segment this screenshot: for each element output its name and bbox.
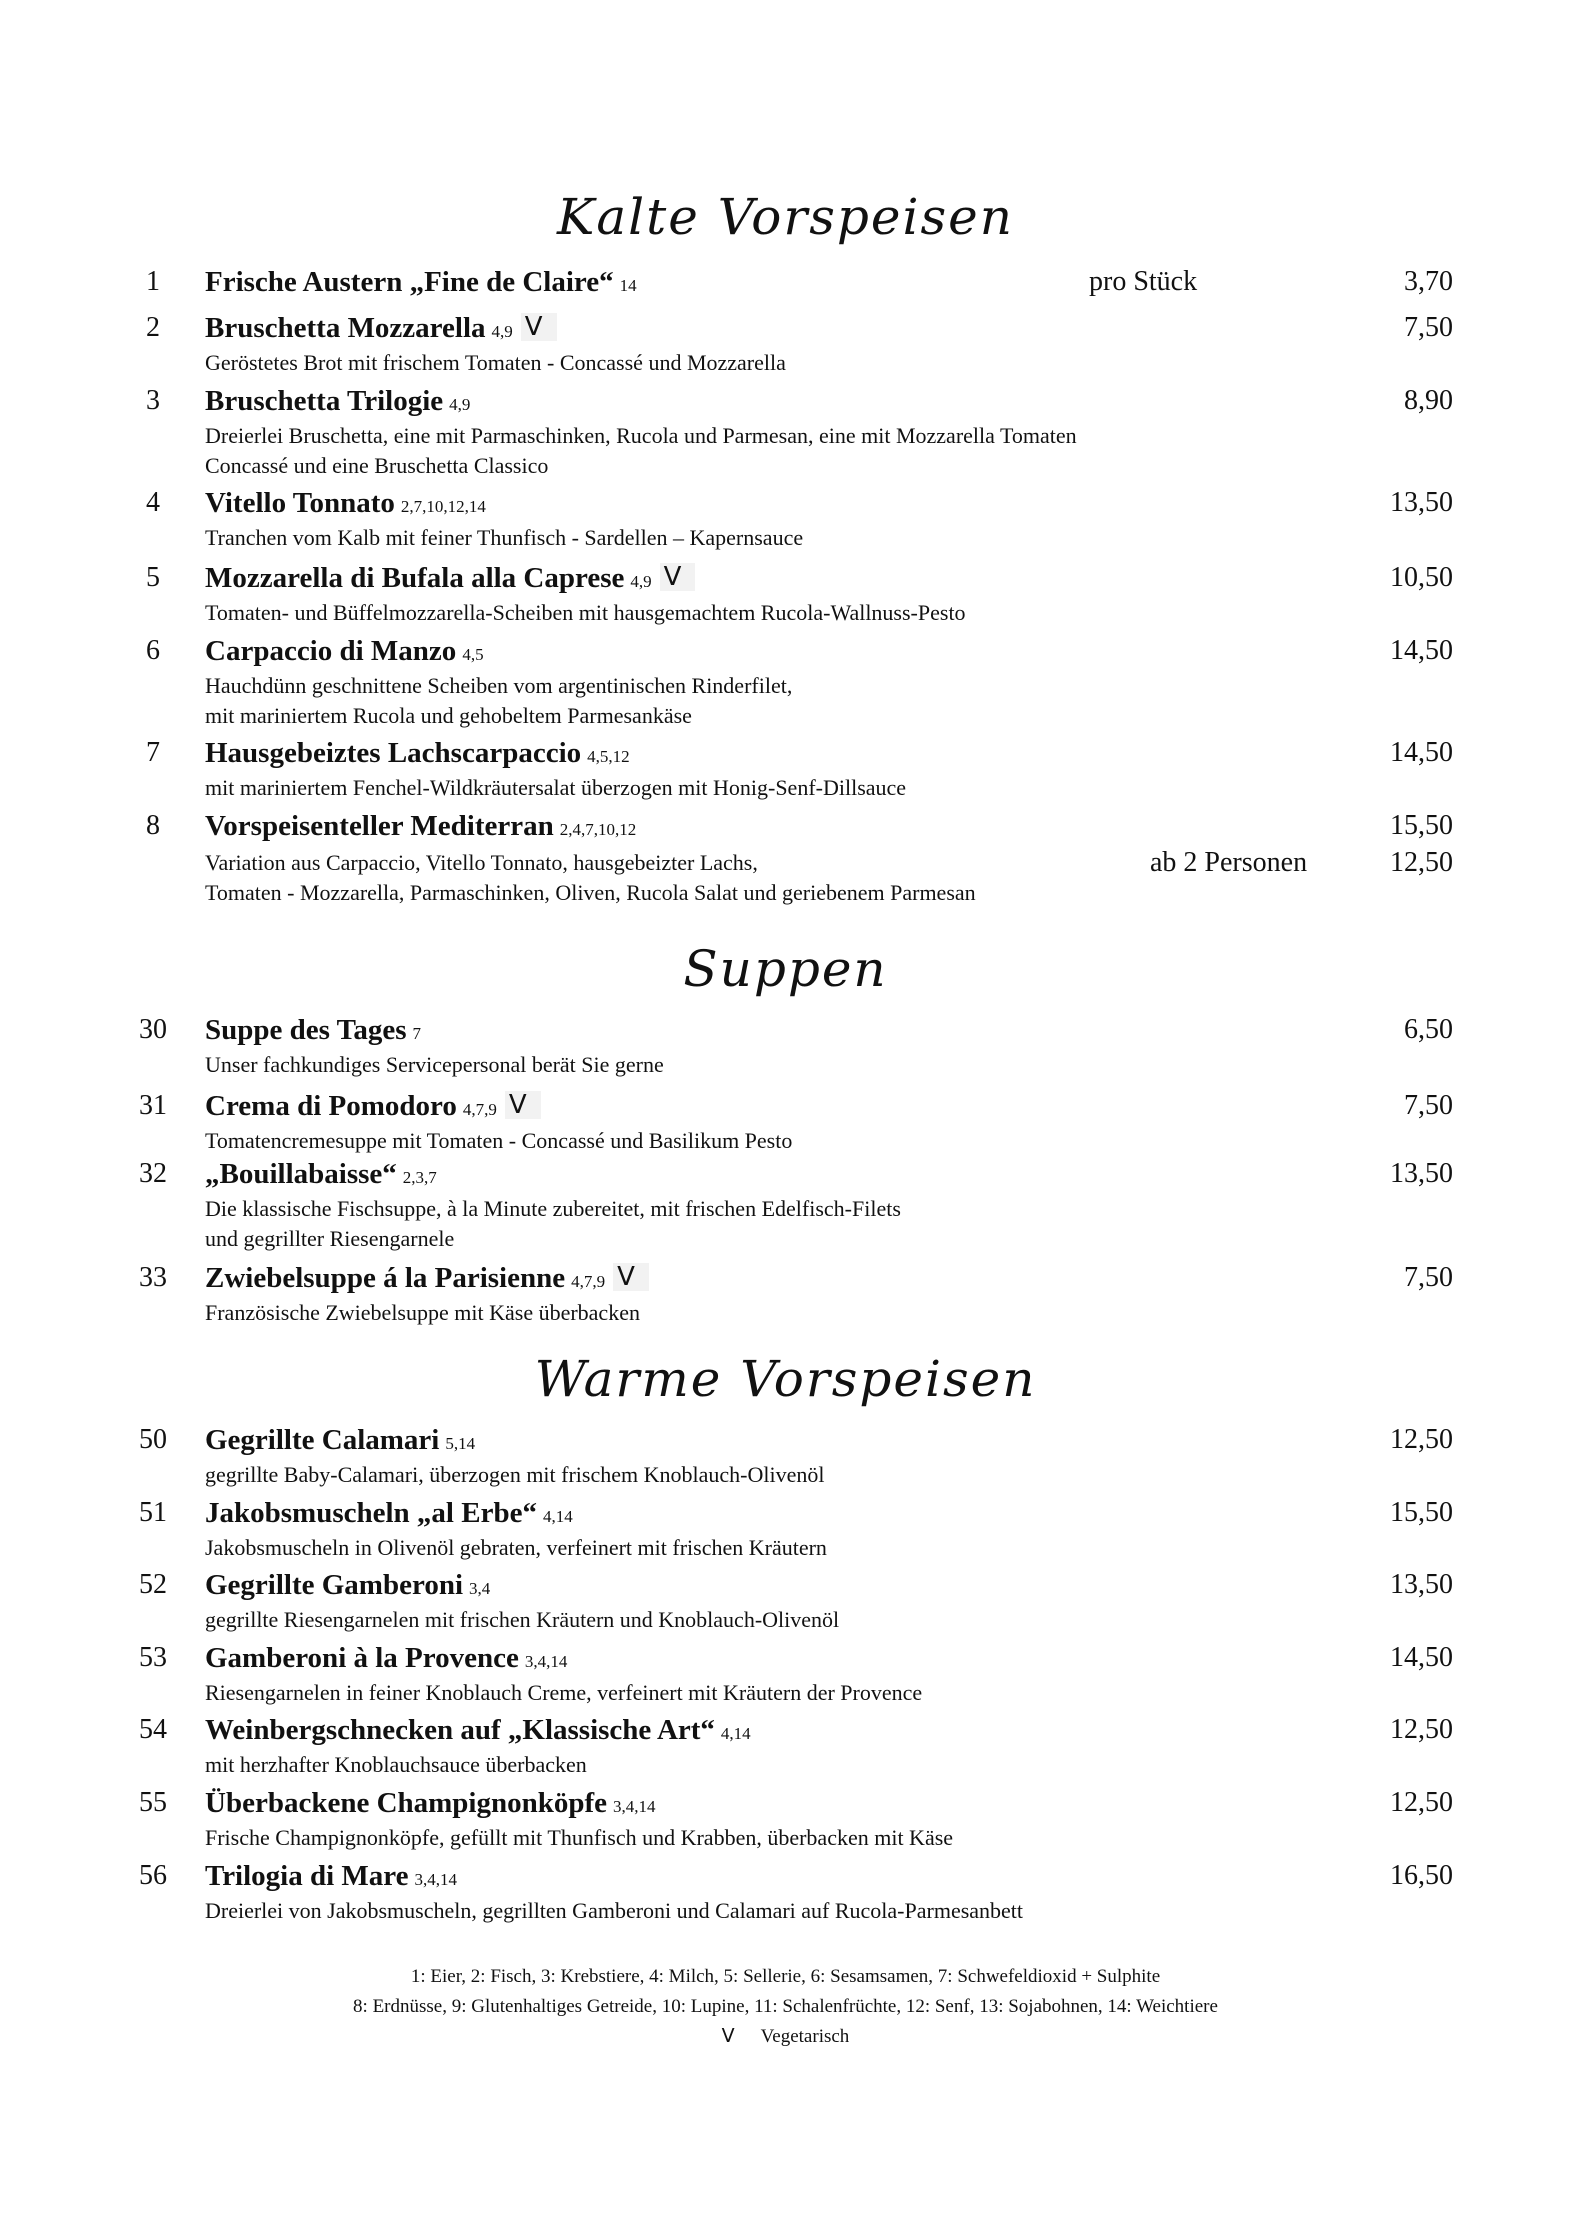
vegetarian-legend — [0, 2022, 1571, 2052]
item-price: 8,90 — [1404, 385, 1453, 416]
item-name — [205, 1262, 649, 1295]
item-description: Hauchdünn geschnittene Scheiben vom argentinischen Rinderfilet, mit mariniertem Rucola und gehobeltem Parmesankäse — [205, 673, 793, 728]
item-allergens: 4,9 — [491, 322, 513, 341]
item-allergens: 4,7,9 — [462, 1100, 497, 1119]
item-description: Tomatencremesuppe mit Tomaten - Concassé und Basilikum Pesto — [205, 1128, 793, 1153]
item-description: gegrillte Baby-Calamari, überzogen mit frischem Knoblauch-Olivenöl — [205, 1462, 825, 1487]
item-price: 7,50 — [1404, 1262, 1453, 1293]
item-name — [205, 635, 484, 668]
item-number: 32 — [139, 1158, 167, 1189]
vegetarian-icon: Ⅴ — [721, 2026, 735, 2047]
item-description: Tranchen vom Kalb mit feiner Thunfisch - Sardellen – Kapernsauce — [205, 525, 804, 550]
item-name — [205, 1860, 457, 1893]
item-price: 14,50 — [1390, 737, 1453, 768]
item-number: 54 — [139, 1714, 167, 1745]
item-title: Hausgebeiztes Lachscarpaccio — [205, 737, 582, 769]
item-name — [205, 1497, 573, 1530]
item-price: 15,50 — [1390, 810, 1453, 841]
item-title: Suppe des Tages — [205, 1014, 407, 1046]
item-unit-note: pro Stück — [1089, 266, 1198, 297]
section-title-warme: Warme Vorspeisen — [534, 1350, 1037, 1408]
item-allergens: 3,4 — [469, 1579, 491, 1598]
allergen-legend — [0, 1962, 1571, 2052]
item-number: 52 — [139, 1569, 167, 1600]
item-allergens: 4,5,12 — [587, 747, 630, 766]
item-price-alt: 12,50 — [1390, 847, 1453, 878]
item-price: 16,50 — [1390, 1860, 1453, 1891]
item-name — [205, 737, 630, 770]
allergen-legend-line-2: 8: Erdnüsse, 9: Glutenhaltiges Getreide, 10: Lupine, 11: Schalenfrüchte, 12: Senf, 13: Sojabohnen, 14: Weichtiere — [353, 1996, 1218, 2017]
item-allergens: 5,14 — [445, 1434, 476, 1453]
item-allergens: 3,4,14 — [613, 1797, 656, 1816]
item-title: Weinbergschnecken auf „Klassische Art“ — [205, 1714, 715, 1746]
item-allergens: 3,4,14 — [524, 1652, 568, 1671]
item-number: 30 — [139, 1014, 167, 1045]
allergen-legend-line-1: 1: Eier, 2: Fisch, 3: Krebstiere, 4: Milch, 5: Sellerie, 6: Sesamsamen, 7: Schwefeldioxid + Sulphite — [410, 1966, 1161, 1987]
item-title: Überbackene Champignonköpfe — [205, 1787, 608, 1819]
item-title: Bruschetta Trilogie — [205, 385, 444, 417]
item-description: Jakobsmuscheln in Olivenöl gebraten, verfeinert mit frischen Kräutern — [205, 1535, 827, 1560]
item-number: 8 — [146, 810, 160, 841]
item-name — [205, 1787, 656, 1820]
item-name — [205, 1424, 475, 1457]
item-description: Dreierlei von Jakobsmuscheln, gegrillten Gamberoni und Calamari auf Rucola-Parmesanbett — [205, 1898, 1024, 1923]
item-number: 31 — [139, 1090, 167, 1121]
item-price: 14,50 — [1390, 635, 1453, 666]
item-description: Tomaten- und Büffelmozzarella-Scheiben mit hausgemachtem Rucola-Wallnuss-Pesto — [205, 600, 966, 625]
item-number: 2 — [146, 312, 160, 343]
item-number: 7 — [146, 737, 160, 768]
item-allergens: 2,7,10,12,14 — [400, 497, 486, 516]
item-title: Gamberoni à la Provence — [205, 1642, 519, 1674]
item-description: Variation aus Carpaccio, Vitello Tonnato, hausgebeizter Lachs, Tomaten - Mozzarella, Parmaschinken, Oliven, Rucola Salat und geriebenem Parmesan — [205, 850, 976, 905]
item-price: 13,50 — [1390, 1158, 1453, 1189]
item-name — [205, 562, 695, 595]
item-name — [205, 810, 636, 843]
item-description: Geröstetes Brot mit frischem Tomaten - Concassé und Mozzarella — [205, 350, 786, 375]
item-number: 55 — [139, 1787, 167, 1818]
item-title: Vitello Tonnato — [205, 487, 395, 519]
item-price: 7,50 — [1404, 312, 1453, 343]
item-name — [205, 487, 486, 520]
item-number: 51 — [139, 1497, 167, 1528]
item-allergens: 2,4,7,10,12 — [559, 820, 637, 839]
item-name — [205, 1569, 490, 1602]
item-allergens: 14 — [619, 276, 637, 295]
item-name — [205, 266, 637, 299]
item-number: 4 — [146, 487, 160, 518]
item-title: Mozzarella di Bufala alla Caprese — [205, 562, 625, 594]
item-price: 7,50 — [1404, 1090, 1453, 1121]
item-price: 12,50 — [1390, 1714, 1453, 1745]
item-description: mit mariniertem Fenchel-Wildkräutersalat überzogen mit Honig-Senf-Dillsauce — [205, 775, 907, 800]
vegetarian-icon: Ⅴ — [521, 313, 557, 341]
item-price: 6,50 — [1404, 1014, 1453, 1045]
item-allergens: 3,4,14 — [414, 1870, 458, 1889]
item-price: 15,50 — [1390, 1497, 1453, 1528]
item-number: 3 — [146, 385, 160, 416]
item-number: 5 — [146, 562, 160, 593]
vegetarian-icon: Ⅴ — [505, 1091, 541, 1119]
item-title: „Bouillabaisse“ — [205, 1158, 397, 1190]
item-title: Vorspeisenteller Mediterran — [205, 810, 554, 842]
item-number: 56 — [139, 1860, 167, 1891]
item-description: Riesengarnelen in feiner Knoblauch Creme, verfeinert mit Kräutern der Provence — [205, 1680, 923, 1705]
item-allergens: 4,9 — [449, 395, 471, 414]
item-price: 10,50 — [1390, 562, 1453, 593]
item-number: 50 — [139, 1424, 167, 1455]
item-name — [205, 1642, 567, 1675]
item-portion-note: ab 2 Personen — [1150, 847, 1308, 878]
item-title: Gegrillte Calamari — [205, 1424, 440, 1456]
item-name — [205, 1090, 541, 1123]
item-description: Französische Zwiebelsuppe mit Käse überbacken — [205, 1300, 640, 1325]
section-title-suppen: Suppen — [683, 940, 888, 998]
item-price: 12,50 — [1390, 1787, 1453, 1818]
item-allergens: 2,3,7 — [402, 1168, 437, 1187]
item-price: 3,70 — [1404, 266, 1453, 297]
section-title-kalte: Kalte Vorspeisen — [557, 188, 1014, 246]
item-description: mit herzhafter Knoblauchsauce überbacken — [205, 1752, 587, 1777]
item-title: Jakobsmuscheln „al Erbe“ — [205, 1497, 537, 1529]
item-title: Crema di Pomodoro — [205, 1090, 457, 1122]
item-description: Unser fachkundiges Servicepersonal berät Sie gerne — [205, 1052, 664, 1077]
item-title: Frische Austern „Fine de Claire“ — [205, 266, 614, 298]
item-allergens: 7 — [412, 1024, 421, 1043]
item-title: Trilogia di Mare — [205, 1860, 409, 1892]
item-allergens: 4,14 — [542, 1507, 573, 1526]
vegetarian-icon: Ⅴ — [613, 1263, 649, 1291]
item-title: Gegrillte Gamberoni — [205, 1569, 463, 1601]
item-number: 6 — [146, 635, 160, 666]
item-number: 33 — [139, 1262, 167, 1293]
item-allergens: 4,5 — [462, 645, 484, 664]
item-title: Zwiebelsuppe á la Parisienne — [205, 1262, 566, 1294]
vegetarian-label: Vegetarisch — [760, 2026, 850, 2047]
item-allergens: 4,7,9 — [571, 1272, 606, 1291]
item-description: Dreierlei Bruschetta, eine mit Parmaschinken, Rucola und Parmesan, eine mit Mozzarella Tomaten Concassé und eine Bruschetta Classico — [205, 423, 1077, 478]
item-name — [205, 1158, 437, 1191]
item-name — [205, 1014, 421, 1047]
item-allergens: 4,14 — [720, 1724, 751, 1743]
item-price: 14,50 — [1390, 1642, 1453, 1673]
item-name — [205, 385, 470, 418]
item-title: Bruschetta Mozzarella — [205, 312, 486, 344]
item-description: Die klassische Fischsuppe, à la Minute zubereitet, mit frischen Edelfisch-Filets und gegrillter Riesengarnele — [205, 1196, 901, 1251]
vegetarian-icon: Ⅴ — [660, 563, 696, 591]
item-title: Carpaccio di Manzo — [205, 635, 457, 667]
item-price: 13,50 — [1390, 1569, 1453, 1600]
item-number: 1 — [146, 266, 160, 297]
item-name — [205, 312, 557, 345]
item-allergens: 4,9 — [630, 572, 652, 591]
item-description: gegrillte Riesengarnelen mit frischen Kräutern und Knoblauch-Olivenöl — [205, 1607, 840, 1632]
item-description: Frische Champignonköpfe, gefüllt mit Thunfisch und Krabben, überbacken mit Käse — [205, 1825, 954, 1850]
item-name — [205, 1714, 751, 1747]
item-number: 53 — [139, 1642, 167, 1673]
item-price: 13,50 — [1390, 487, 1453, 518]
item-price: 12,50 — [1390, 1424, 1453, 1455]
